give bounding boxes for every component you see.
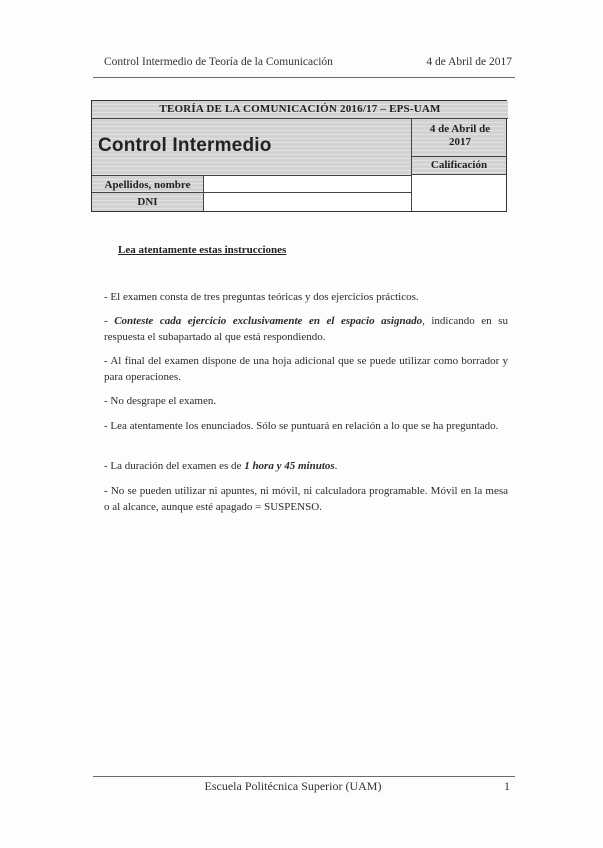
running-header-date: 4 de Abril de 2017 — [426, 56, 512, 68]
running-header — [104, 56, 512, 72]
running-header-title: Control Intermedio de Teoría de la Comunicación — [104, 56, 333, 68]
footer-rule — [93, 776, 515, 777]
instruction-6 — [104, 458, 508, 474]
date-cell — [412, 119, 506, 157]
name-label-cell — [92, 175, 204, 193]
course-line: TEORÍA DE LA COMUNICACIÓN 2016/17 – EPS-UAM — [159, 103, 441, 115]
instruction-6-prefix: - La duración del examen es de — [104, 460, 245, 472]
instruction-2-prefix: - — [104, 315, 115, 327]
instruction-1: - El examen consta de tres preguntas teóricas y dos ejercicios prácticos. — [104, 291, 419, 303]
instruction-6-emphasis: 1 hora y 45 minutos — [244, 460, 335, 472]
instruction-2 — [104, 313, 508, 345]
footer-text: Escuela Politécnica Superior (UAM) — [204, 779, 382, 793]
name-field[interactable] — [204, 175, 412, 193]
name-label: Apellidos, nombre — [104, 179, 191, 191]
instruction-5: - Lea atentamente los enunciados. Sólo se puntuará en relación a lo que se ha preguntado. — [104, 420, 499, 432]
id-label-cell — [92, 193, 204, 211]
grade-label: Calificación — [430, 159, 488, 171]
id-label: DNI — [137, 196, 158, 208]
instruction-7: - No se pueden utilizar ni apuntes, ni móvil, ni calculadora programable. Móvil en la mesa o al alcance, aunque esté apagado = SUSPENSO. — [104, 485, 508, 513]
id-field[interactable] — [204, 193, 412, 211]
exam-header-table — [91, 100, 507, 212]
instruction-6-suffix: . — [334, 460, 338, 472]
title-cell — [92, 119, 412, 175]
instruction-4: - No desgrape el examen. — [104, 395, 217, 407]
instruction-2-emphasis: Conteste cada ejercicio exclusivamente en el espacio asignado — [114, 315, 423, 327]
exam-title: Control Intermedio — [98, 135, 272, 156]
instruction-3: - Al final del examen dispone de una hoja adicional que se puede utilizar como borrador y para operaciones. — [104, 355, 508, 383]
exam-date: 4 de Abril de 2017 — [429, 123, 491, 148]
instruction-2-rest: , indicando en su respuesta el subapartado al que está respondiendo. — [104, 315, 508, 343]
header-rule — [93, 77, 515, 78]
grade-field[interactable] — [412, 175, 506, 211]
page-number: 1 — [504, 779, 510, 793]
course-line-cell — [92, 101, 508, 119]
grade-label-cell — [412, 157, 506, 175]
instructions-title: Lea atentamente estas instrucciones — [118, 244, 287, 256]
